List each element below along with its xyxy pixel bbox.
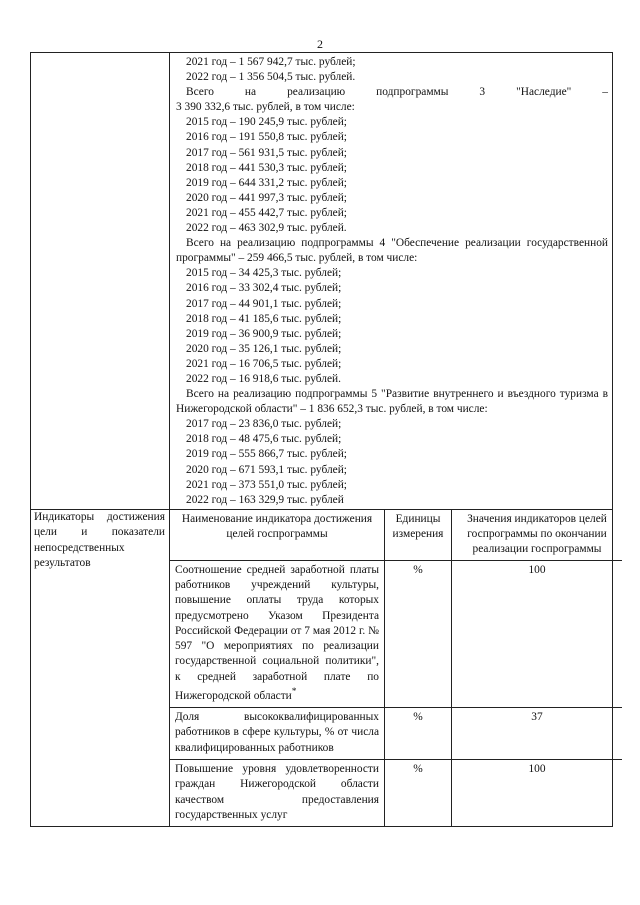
sub5-year: 2020 год – 671 593,1 тыс. рублей; — [186, 463, 347, 476]
indicators-table — [170, 510, 622, 826]
finance-cell — [170, 53, 613, 510]
indicators-label-cell — [31, 509, 170, 826]
sub4-year: 2020 год – 35 126,1 тыс. рублей; — [186, 342, 342, 355]
indicator-row — [170, 560, 622, 707]
indicator-unit: % — [385, 760, 452, 827]
sub4-year: 2022 год – 16 918,6 тыс. рублей. — [186, 372, 341, 385]
sub5-year: 2018 год – 48 475,6 тыс. рублей; — [186, 433, 342, 446]
sub3-intro: Всего на реализацию подпрограммы 3 "Наследие" – — [186, 86, 608, 99]
indicator-unit: % — [385, 560, 452, 707]
header-unit: Единицы измерения — [385, 510, 452, 560]
indicators-header-row — [170, 510, 622, 560]
finance-line: 2022 год – 1 356 504,5 тыс. рублей. — [186, 71, 356, 84]
passport-table — [30, 52, 613, 827]
sub5-year: 2021 год – 373 551,0 тыс. рублей; — [186, 478, 347, 491]
sub4-intro: Всего на реализацию подпрограммы 4 "Обеспечение реализации государственной программы" – 259 466,5 тыс. рублей, в том числе: — [176, 237, 608, 265]
indicators-cell — [170, 509, 613, 826]
indicator-footnote: * — [291, 687, 297, 698]
finance-block — [170, 53, 612, 509]
sub4-year: 2015 год – 34 425,3 тыс. рублей; — [186, 267, 342, 280]
indicator-name — [170, 560, 385, 707]
header-indicator-name: Наименование индикатора достижения целей госпрограммы — [170, 510, 385, 560]
indicators-label: Индикаторы достижения цели и показатели непосредственных результатов — [34, 510, 165, 570]
sub5-intro: Всего на реализацию подпрограммы 5 "Развитие внутреннего и въездного туризма в Нижегородской области" – 1 836 652,3 тыс. рублей, в том числе: — [176, 388, 608, 416]
sub5-year: 2017 год – 23 836,0 тыс. рублей; — [186, 418, 342, 431]
sub3-year: 2018 год – 441 530,3 тыс. рублей; — [186, 161, 347, 174]
sub3-year: 2017 год – 561 931,5 тыс. рублей; — [186, 146, 347, 159]
sub4-year: 2019 год – 36 900,9 тыс. рублей; — [186, 327, 342, 340]
sub3-intro-cont: 3 390 332,6 тыс. рублей, в том числе: — [176, 101, 355, 114]
sub4-year: 2017 год – 44 901,1 тыс. рублей; — [186, 297, 342, 310]
header-value: Значения индикаторов целей госпрограммы по окончании реализации госпрограммы — [452, 510, 623, 560]
sub4-year: 2018 год – 41 185,6 тыс. рублей; — [186, 312, 342, 325]
indicator-row — [170, 760, 622, 827]
indicator-row — [170, 708, 622, 760]
finance-label-cell — [31, 53, 170, 510]
indicator-value: 100 — [452, 560, 623, 707]
sub3-year: 2016 год – 191 550,8 тыс. рублей; — [186, 131, 347, 144]
indicator-name: Повышение уровня удовлетворенности граждан Нижегородской области качеством предоставления государственных услуг — [170, 760, 385, 827]
sub3-year: 2019 год – 644 331,2 тыс. рублей; — [186, 176, 347, 189]
indicator-name-text: Соотношение средней заработной платы работников учреждений культуры, повышение оплаты труда которых предусмотрено Указом Президента Российской Федерации от 7 мая 2012 г. № 597 "О мероприятиях по реализации государственной социальной политики", к средней заработной плате по Нижегородской области — [175, 563, 379, 702]
indicator-name: Доля высококвалифицированных работников в сфере культуры, % от числа квалифицированных работников — [170, 708, 385, 760]
indicator-value: 37 — [452, 708, 623, 760]
sub5-year: 2022 год – 163 329,9 тыс. рублей — [186, 493, 344, 506]
finance-line: 2021 год – 1 567 942,7 тыс. рублей; — [186, 56, 356, 68]
page-number: 2 — [317, 37, 323, 51]
sub4-year: 2016 год – 33 302,4 тыс. рублей; — [186, 282, 342, 295]
indicators-row — [31, 509, 613, 826]
sub3-year: 2020 год – 441 997,3 тыс. рублей; — [186, 191, 347, 204]
sub4-year: 2021 год – 16 706,5 тыс. рублей; — [186, 357, 342, 370]
sub3-year: 2015 год – 190 245,9 тыс. рублей; — [186, 116, 347, 129]
sub3-year: 2022 год – 463 302,9 тыс. рублей. — [186, 222, 347, 235]
sub5-year: 2019 год – 555 866,7 тыс. рублей; — [186, 448, 347, 461]
finance-row — [31, 53, 613, 510]
sub3-year: 2021 год – 455 442,7 тыс. рублей; — [186, 206, 347, 219]
indicator-value: 100 — [452, 760, 623, 827]
indicator-unit: % — [385, 708, 452, 760]
